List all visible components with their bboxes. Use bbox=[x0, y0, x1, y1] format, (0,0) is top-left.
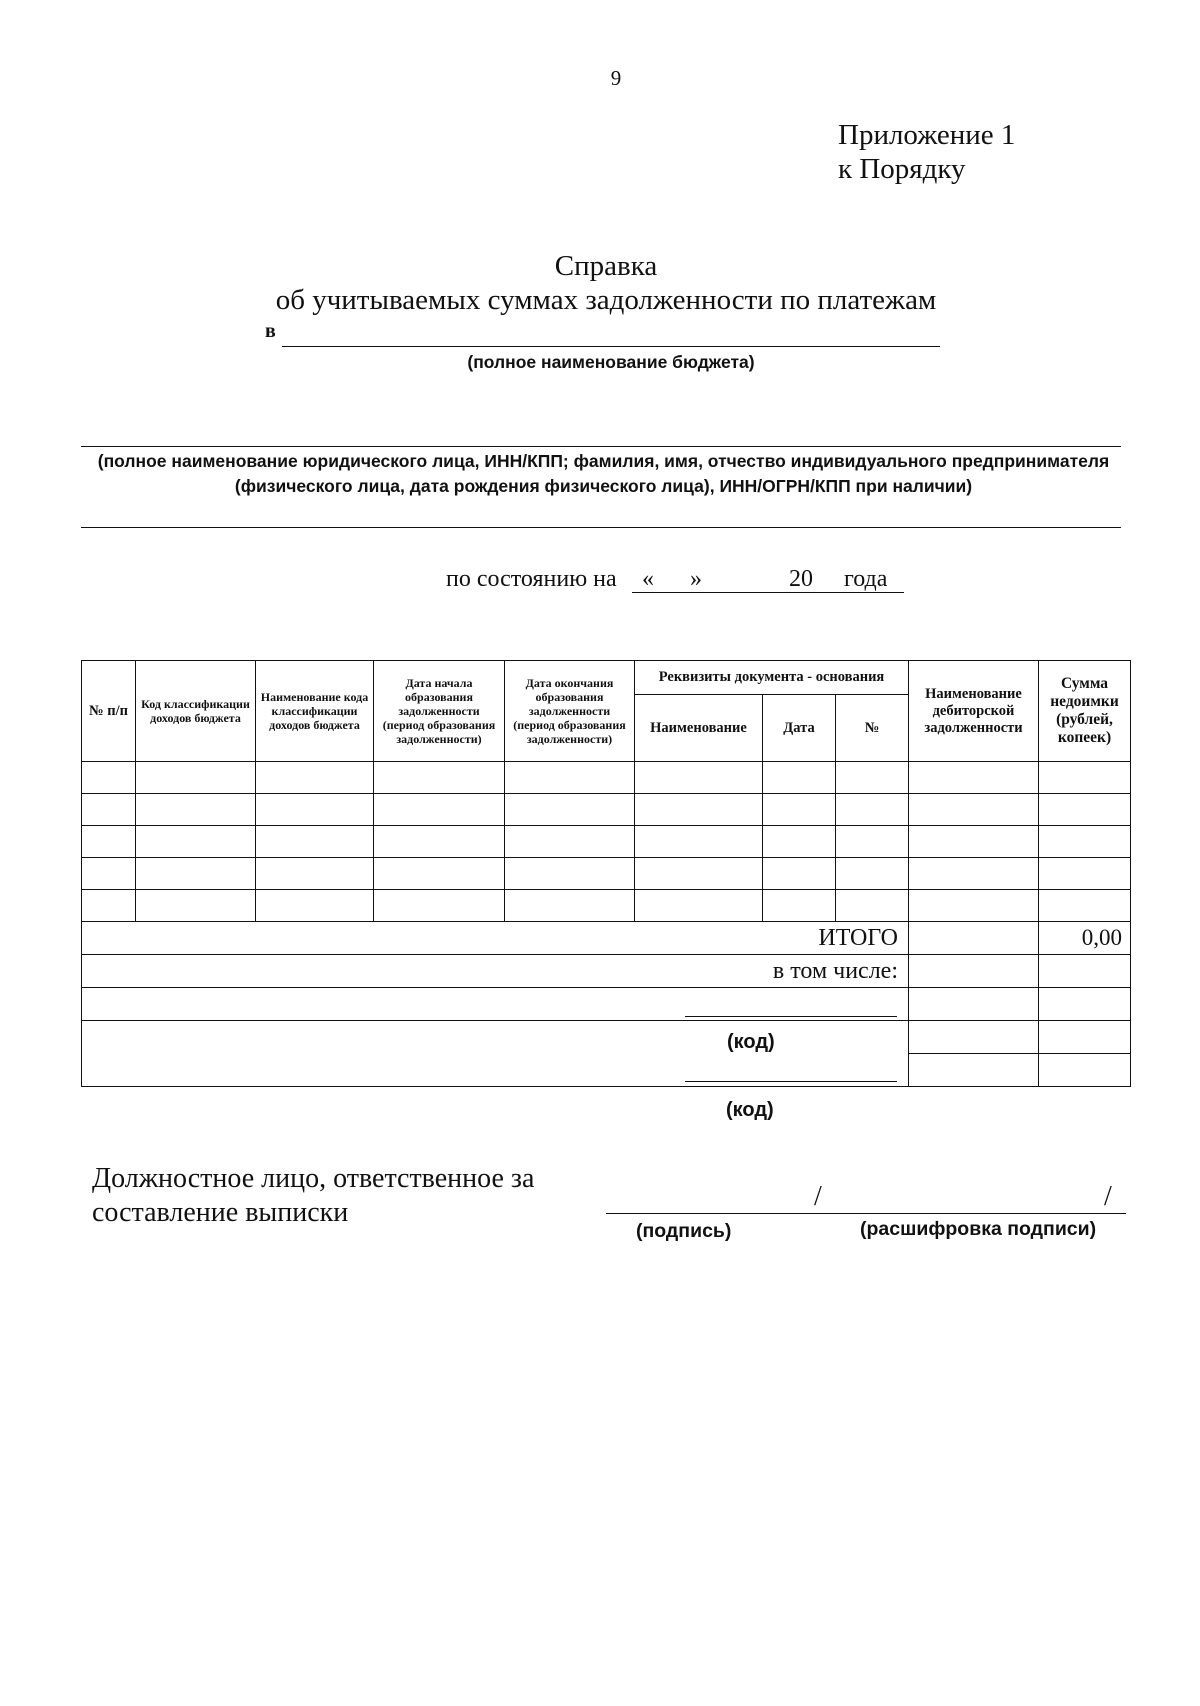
itogo-label: ИТОГО bbox=[82, 922, 909, 955]
header-start-date: Дата начала образования задолженности (период образования задолженности) bbox=[374, 661, 505, 762]
decode-caption: (расшифровка подписи) bbox=[860, 1218, 1097, 1240]
including-row bbox=[82, 955, 1131, 988]
page-number: 9 bbox=[610, 66, 622, 90]
appendix-line-2: к Порядку bbox=[838, 153, 966, 185]
official-line-1: Должностное лицо, ответственное за bbox=[92, 1163, 535, 1194]
appendix-note bbox=[838, 118, 1015, 186]
debt-table bbox=[81, 660, 1131, 1087]
table-row bbox=[82, 826, 1131, 858]
appendix-line-1: Приложение 1 bbox=[838, 119, 1016, 151]
header-row-1 bbox=[82, 661, 1131, 695]
header-end-date: Дата окончания образования задолженности (период образования задолженности) bbox=[505, 661, 635, 762]
code-caption-2: (код) bbox=[726, 1099, 774, 1121]
code-cell-1 bbox=[82, 988, 909, 1021]
as-of-open-quote: « bbox=[642, 566, 654, 592]
code-cell-2 bbox=[82, 1021, 909, 1087]
signature-slash-2: / bbox=[1104, 1181, 1112, 1212]
sign-caption: (подпись) bbox=[636, 1220, 732, 1242]
official-label bbox=[92, 1162, 534, 1230]
header-debt-name: Наименование дебиторской задолженности bbox=[909, 661, 1039, 762]
header-doc-name: Наименование bbox=[635, 695, 763, 762]
header-sum: Сумма недоимки (рублей, копеек) bbox=[1039, 661, 1131, 762]
entity-caption-line-1: (полное наименование юридического лица, ИНН/КПП; фамилия, имя, отчество индивидуального предпринимателя bbox=[97, 451, 1110, 471]
document-title: Справка bbox=[554, 250, 658, 282]
document-subtitle: об учитываемых суммах задолженности по платежам bbox=[275, 284, 937, 316]
as-of-year-suffix: года bbox=[844, 566, 888, 592]
code-row-2 bbox=[82, 1021, 1131, 1054]
budget-caption: (полное наименование бюджета) bbox=[467, 352, 755, 372]
code-caption-1: (код) bbox=[727, 1031, 775, 1053]
budget-prefix: в bbox=[265, 320, 276, 342]
table-row bbox=[82, 794, 1131, 826]
header-num: № п/п bbox=[82, 661, 136, 762]
header-doc-num: № bbox=[836, 695, 909, 762]
code-line-1[interactable] bbox=[685, 1016, 897, 1017]
official-line-2: составление выписки bbox=[92, 1197, 349, 1228]
header-code: Код классификации доходов бюджета bbox=[136, 661, 256, 762]
itogo-debt-cell[interactable] bbox=[909, 922, 1039, 955]
signature-line[interactable] bbox=[606, 1213, 1126, 1214]
code-row-1 bbox=[82, 988, 1131, 1021]
entity-caption-line-2: (физического лица, дата рождения физического лица), ИНН/ОГРН/КПП при наличии) bbox=[234, 476, 973, 496]
as-of-date-line[interactable] bbox=[632, 592, 904, 593]
table-row bbox=[82, 858, 1131, 890]
header-doc-group: Реквизиты документа - основания bbox=[635, 661, 909, 695]
as-of-year-prefix: 20 bbox=[789, 566, 813, 592]
entity-name-line[interactable] bbox=[81, 446, 1121, 447]
including-label: в том числе: bbox=[82, 955, 909, 988]
table-row bbox=[82, 890, 1131, 922]
as-of-label: по состоянию на bbox=[446, 566, 617, 592]
signature-slash-1: / bbox=[814, 1181, 822, 1212]
code-line-2[interactable] bbox=[685, 1081, 897, 1082]
itogo-row bbox=[82, 922, 1131, 955]
header-code-name: Наименование кода классификации доходов бюджета bbox=[256, 661, 374, 762]
entity-extra-line[interactable] bbox=[81, 527, 1121, 528]
table-row bbox=[82, 762, 1131, 794]
itogo-value: 0,00 bbox=[1039, 922, 1131, 955]
budget-name-line[interactable] bbox=[282, 346, 940, 347]
as-of-close-quote: » bbox=[690, 566, 702, 592]
header-doc-date: Дата bbox=[763, 695, 836, 762]
